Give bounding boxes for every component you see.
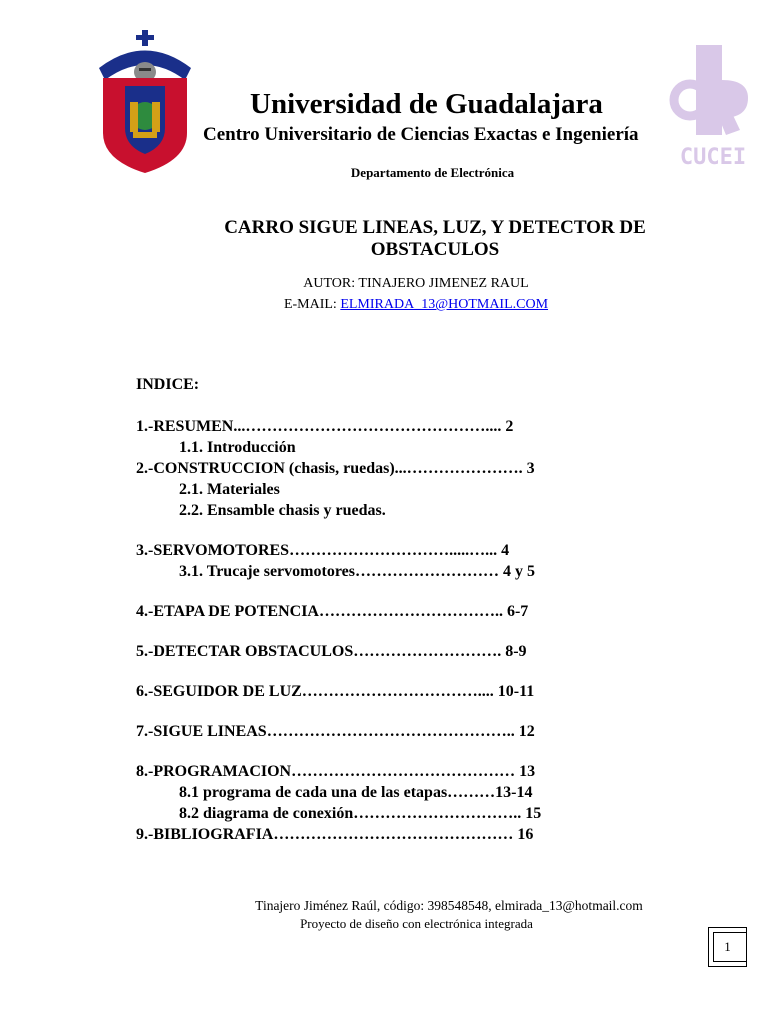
toc-entry: 9.-BIBLIOGRAFIA……………………………………… 16 <box>136 826 534 843</box>
toc-subentry: 3.1. Trucaje servomotores……………………… 4 y 5 <box>179 563 535 580</box>
footer-author: Tinajero Jiménez Raúl, código: 398548548, <box>255 898 496 913</box>
footer-email-link[interactable]: elmirada_13@hotmail.com <box>495 898 643 913</box>
toc-entry: 3.-SERVOMOTORES………………………….....…... 4 <box>136 542 510 559</box>
author-label: AUTOR: TINAJERO JIMENEZ RAUL <box>303 276 529 291</box>
toc-entry: 8.-PROGRAMACION…………………………………… 13 <box>136 763 536 780</box>
title-line-1: CARRO SIGUE LINEAS, LUZ, Y DETECTOR DE <box>224 217 646 238</box>
index-heading: INDICE: <box>136 376 200 393</box>
toc-entry: 4.-ETAPA DE POTENCIA…………………………….. 6-7 <box>136 603 529 620</box>
toc-entry: 1.-RESUMEN...……………………………………….... 2 <box>136 418 514 435</box>
department-name: Departamento de Electrónica <box>350 165 515 180</box>
footer-project: Proyecto de diseño con electrónica integrada <box>300 916 533 931</box>
title-line-2: OBSTACULOS <box>370 239 500 260</box>
toc-subentry: 8.1 programa de cada una de las etapas………13-14 <box>179 784 533 801</box>
author-email-link[interactable]: ELMIRADA_13@HOTMAIL.COM <box>340 297 549 312</box>
toc-entry: 7.-SIGUE LINEAS……………………………………….. 12 <box>136 723 535 740</box>
university-crest-icon <box>95 28 195 178</box>
toc-entry: 2.-CONSTRUCCION (chasis, ruedas)...…………………. 3 <box>136 460 535 477</box>
document-title <box>200 217 670 261</box>
toc-subentry: 2.1. Materiales <box>179 481 280 498</box>
university-name: Universidad de Guadalajara <box>250 88 603 120</box>
toc-entry: 5.-DETECTAR OBSTACULOS………………………. 8-9 <box>136 643 527 660</box>
cucei-logo-icon <box>668 40 758 170</box>
table-of-contents <box>136 416 696 845</box>
center-name: Centro Universitario de Ciencias Exactas e Ingeniería <box>203 124 639 145</box>
page-number: 1 <box>724 939 731 954</box>
toc-subentry: 1.1. Introducción <box>179 439 296 456</box>
cucei-logo-text: CUCEI <box>679 145 747 170</box>
toc-subentry: 8.2 diagrama de conexión………………………….. 15 <box>179 805 542 822</box>
page-number-box <box>708 927 747 967</box>
toc-subentry: 2.2. Ensamble chasis y ruedas. <box>179 502 386 519</box>
toc-entry: 6.-SEGUIDOR DE LUZ…………………………….... 10-11 <box>136 683 535 700</box>
email-prefix: E-MAIL: <box>283 297 341 312</box>
